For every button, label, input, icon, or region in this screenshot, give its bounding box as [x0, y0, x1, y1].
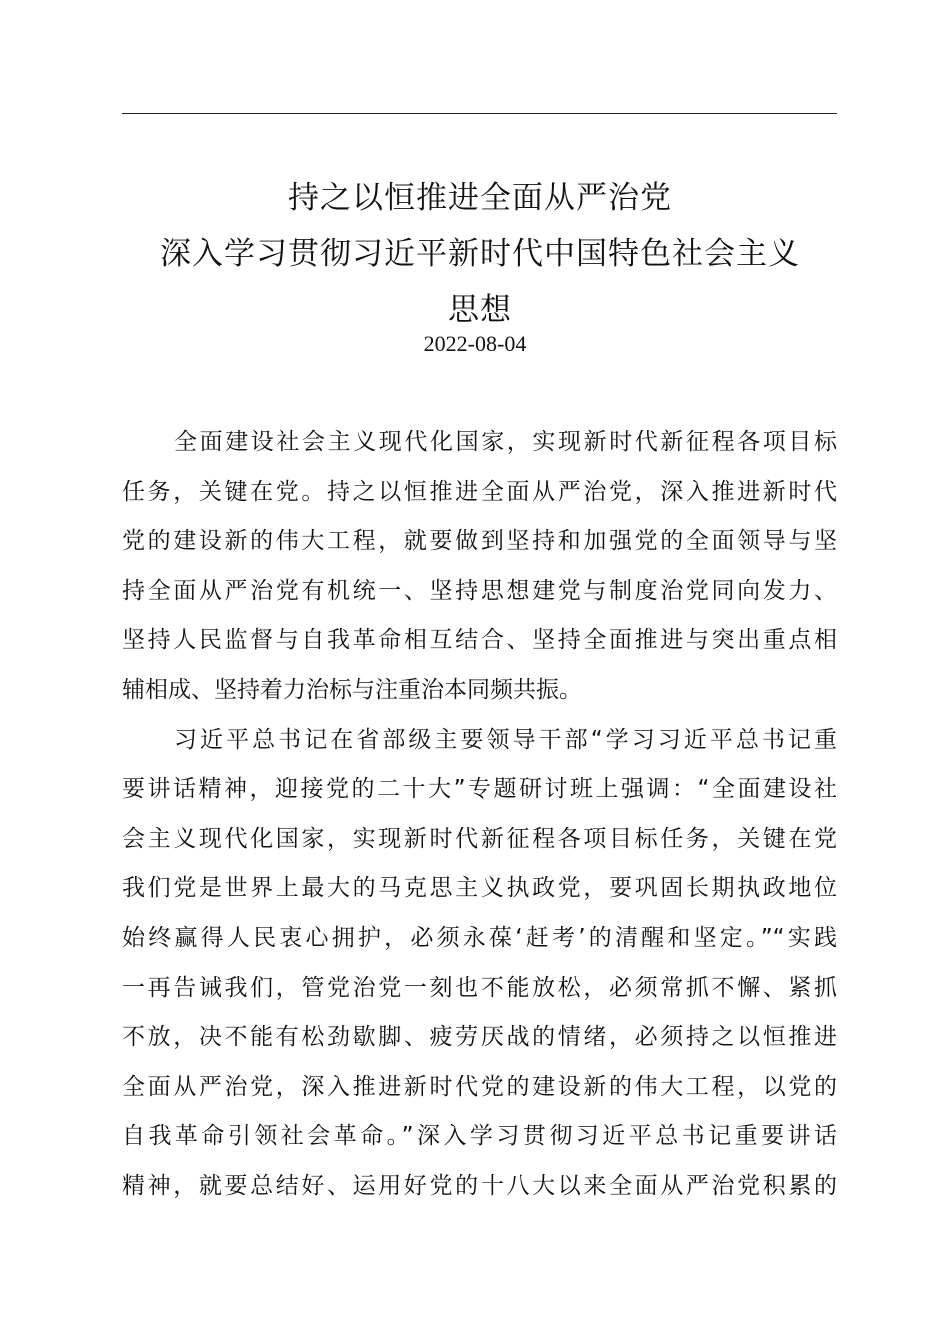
text-line: 持全面从严治党有机统一、坚持思想建党与制度治党同向发力、: [122, 577, 837, 604]
text-line: 我们党是世界上最大的马克思主义执政党，要巩固长期执政地位: [122, 875, 837, 902]
paragraph-1: [122, 418, 837, 716]
text-line: 会主义现代化国家，实现新时代新征程各项目标任务，关键在党: [122, 825, 837, 852]
text-line: 辅相成、坚持着力治标与注重治本同频共振。: [122, 676, 582, 703]
text-line: 精神，就要总结好、运用好党的十八大以来全面从严治党积累的: [122, 1172, 837, 1199]
document-title: [110, 170, 850, 338]
text-line: 要讲话精神，迎接党的二十大”专题研讨班上强调：“全面建设社: [122, 776, 837, 803]
text-line: 始终赢得人民衷心拥护，必须永葆‘赶考’的清醒和坚定。”“实践: [122, 924, 837, 951]
document-body: [122, 418, 837, 1212]
text-line: 坚持人民监督与自我革命相互结合、坚持全面推进与突出重点相: [122, 627, 837, 654]
publish-date: 2022-08-04: [423, 331, 527, 356]
text-line: 党的建设新的伟大工程，就要做到坚持和加强党的全面领导与坚: [122, 528, 837, 555]
text-line: 自我革命引领社会革命。”深入学习贯彻习近平总书记重要讲话: [122, 1123, 837, 1150]
text-line: 不放，决不能有松劲歇脚、疲劳厌战的情绪，必须持之以恒推进: [122, 1024, 837, 1051]
paragraph-2: [122, 716, 837, 1212]
title-line: 持之以恒推进全面从严治党: [288, 180, 672, 216]
text-line: 全面建设社会主义现代化国家，实现新时代新征程各项目标: [174, 429, 837, 455]
title-line: 思想: [448, 292, 512, 328]
text-line: 一再告诫我们，管党治党一刻也不能放松，必须常抓不懈、紧抓: [122, 974, 837, 1001]
header-divider: [122, 113, 837, 114]
text-line: 习近平总书记在省部级主要领导干部“学习习近平总书记重: [174, 726, 837, 753]
title-line: 深入学习贯彻习近平新时代中国特色社会主义: [160, 236, 800, 272]
text-line: 全面从严治党，深入推进新时代党的建设新的伟大工程，以党的: [122, 1073, 837, 1100]
text-line: 任务，关键在党。持之以恒推进全面从严治党，深入推进新时代: [122, 478, 837, 505]
